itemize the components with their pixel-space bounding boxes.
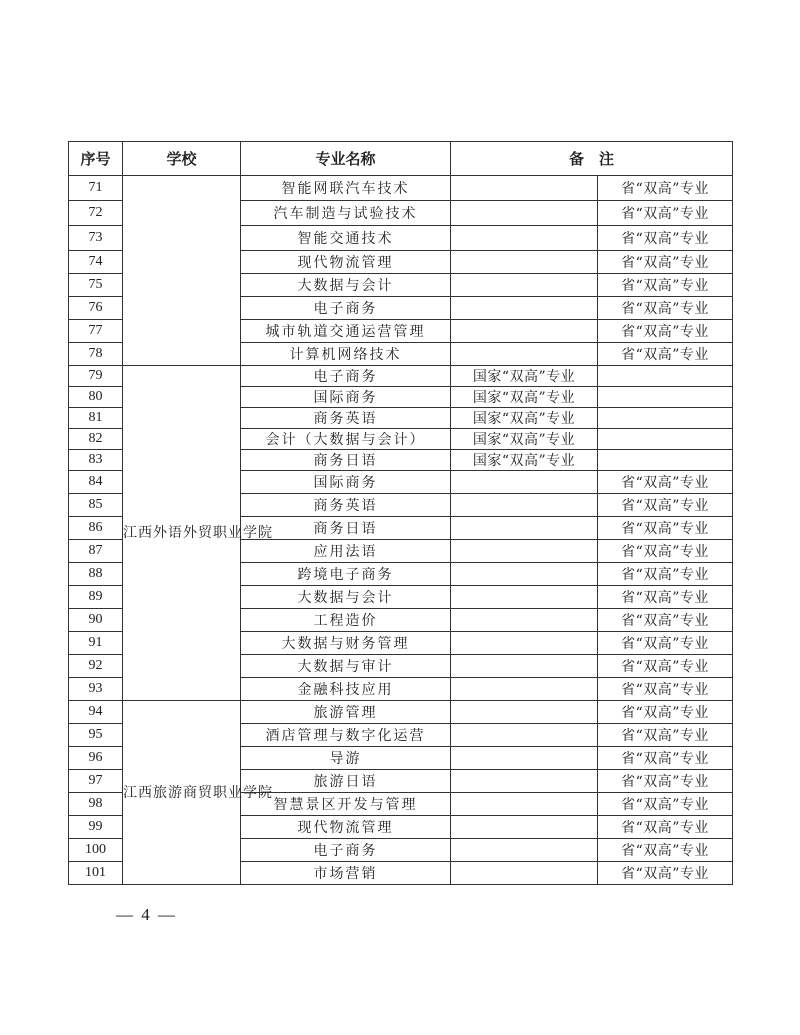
row-index: 73 [69, 226, 123, 251]
note-provincial: 省“双高”专业 [598, 586, 733, 609]
note-provincial: 省“双高”专业 [598, 251, 733, 274]
table-header-row [69, 142, 733, 176]
note-provincial [598, 429, 733, 450]
major-name: 智慧景区开发与管理 [241, 793, 451, 816]
row-index: 76 [69, 297, 123, 320]
row-index: 85 [69, 494, 123, 517]
note-provincial: 省“双高”专业 [598, 655, 733, 678]
note-provincial [598, 408, 733, 429]
row-index: 79 [69, 366, 123, 387]
major-name: 旅游日语 [241, 770, 451, 793]
major-name: 国际商务 [241, 471, 451, 494]
major-name: 旅游管理 [241, 701, 451, 724]
note-provincial: 省“双高”专业 [598, 226, 733, 251]
major-name: 商务日语 [241, 517, 451, 540]
major-name: 汽车制造与试验技术 [241, 201, 451, 226]
note-national [451, 632, 598, 655]
row-index: 99 [69, 816, 123, 839]
row-index: 77 [69, 320, 123, 343]
major-name: 大数据与会计 [241, 586, 451, 609]
major-name: 国际商务 [241, 387, 451, 408]
note-provincial: 省“双高”专业 [598, 816, 733, 839]
page-number: — 4 — [116, 905, 177, 924]
row-index: 87 [69, 540, 123, 563]
note-national [451, 494, 598, 517]
note-national [451, 540, 598, 563]
row-index: 83 [69, 450, 123, 471]
major-name: 酒店管理与数字化运营 [241, 724, 451, 747]
note-provincial: 省“双高”专业 [598, 176, 733, 201]
school-name: 江西外语外贸职业学院 [123, 366, 241, 701]
row-index: 84 [69, 471, 123, 494]
row-index: 95 [69, 724, 123, 747]
note-national [451, 747, 598, 770]
note-provincial: 省“双高”专业 [598, 632, 733, 655]
note-provincial: 省“双高”专业 [598, 839, 733, 862]
row-index: 74 [69, 251, 123, 274]
note-provincial: 省“双高”专业 [598, 274, 733, 297]
note-provincial [598, 450, 733, 471]
row-index: 71 [69, 176, 123, 201]
row-index: 97 [69, 770, 123, 793]
major-name: 智能交通技术 [241, 226, 451, 251]
row-index: 98 [69, 793, 123, 816]
major-name: 电子商务 [241, 366, 451, 387]
note-provincial: 省“双高”专业 [598, 517, 733, 540]
major-name: 电子商务 [241, 297, 451, 320]
note-national: 国家“双高”专业 [451, 387, 598, 408]
row-index: 86 [69, 517, 123, 540]
note-provincial: 省“双高”专业 [598, 747, 733, 770]
row-index: 88 [69, 563, 123, 586]
note-national [451, 517, 598, 540]
row-index: 91 [69, 632, 123, 655]
major-name: 商务日语 [241, 450, 451, 471]
header-idx: 序号 [69, 142, 123, 176]
major-name: 现代物流管理 [241, 251, 451, 274]
major-name: 导游 [241, 747, 451, 770]
note-national [451, 320, 598, 343]
note-provincial: 省“双高”专业 [598, 701, 733, 724]
note-national [451, 176, 598, 201]
note-provincial: 省“双高”专业 [598, 540, 733, 563]
major-name: 大数据与会计 [241, 274, 451, 297]
note-provincial: 省“双高”专业 [598, 563, 733, 586]
note-national [451, 471, 598, 494]
note-national [451, 586, 598, 609]
header-school: 学校 [123, 142, 241, 176]
major-name: 金融科技应用 [241, 678, 451, 701]
note-provincial [598, 387, 733, 408]
note-provincial: 省“双高”专业 [598, 320, 733, 343]
row-index: 93 [69, 678, 123, 701]
major-name: 智能网联汽车技术 [241, 176, 451, 201]
note-provincial: 省“双高”专业 [598, 471, 733, 494]
major-name: 会计（大数据与会计） [241, 429, 451, 450]
table-row [69, 176, 733, 201]
header-note: 备 注 [451, 142, 733, 176]
row-index: 100 [69, 839, 123, 862]
row-index: 78 [69, 343, 123, 366]
major-name: 商务英语 [241, 494, 451, 517]
row-index: 89 [69, 586, 123, 609]
note-national [451, 701, 598, 724]
note-national: 国家“双高”专业 [451, 366, 598, 387]
note-national [451, 201, 598, 226]
row-index: 72 [69, 201, 123, 226]
major-name: 大数据与财务管理 [241, 632, 451, 655]
row-index: 94 [69, 701, 123, 724]
major-name: 跨境电子商务 [241, 563, 451, 586]
note-provincial: 省“双高”专业 [598, 724, 733, 747]
major-name: 城市轨道交通运营管理 [241, 320, 451, 343]
note-national [451, 678, 598, 701]
note-provincial [598, 366, 733, 387]
note-provincial: 省“双高”专业 [598, 494, 733, 517]
table-row [69, 701, 733, 724]
major-name: 应用法语 [241, 540, 451, 563]
major-name: 工程造价 [241, 609, 451, 632]
note-national [451, 724, 598, 747]
row-index: 90 [69, 609, 123, 632]
major-name: 计算机网络技术 [241, 343, 451, 366]
majors-table [68, 141, 733, 885]
header-major: 专业名称 [241, 142, 451, 176]
note-national [451, 770, 598, 793]
major-name: 现代物流管理 [241, 816, 451, 839]
note-national [451, 816, 598, 839]
note-national: 国家“双高”专业 [451, 450, 598, 471]
row-index: 75 [69, 274, 123, 297]
note-national [451, 793, 598, 816]
note-national [451, 655, 598, 678]
row-index: 80 [69, 387, 123, 408]
note-provincial: 省“双高”专业 [598, 862, 733, 885]
note-provincial: 省“双高”专业 [598, 770, 733, 793]
note-national: 国家“双高”专业 [451, 429, 598, 450]
note-national [451, 251, 598, 274]
row-index: 92 [69, 655, 123, 678]
note-provincial: 省“双高”专业 [598, 678, 733, 701]
note-national [451, 839, 598, 862]
major-name: 电子商务 [241, 839, 451, 862]
note-provincial: 省“双高”专业 [598, 297, 733, 320]
school-name [123, 176, 241, 366]
note-provincial: 省“双高”专业 [598, 343, 733, 366]
note-national [451, 862, 598, 885]
note-national [451, 563, 598, 586]
major-name: 大数据与审计 [241, 655, 451, 678]
note-national [451, 226, 598, 251]
major-name: 市场营销 [241, 862, 451, 885]
note-national [451, 343, 598, 366]
note-national: 国家“双高”专业 [451, 408, 598, 429]
note-national [451, 274, 598, 297]
row-index: 82 [69, 429, 123, 450]
row-index: 101 [69, 862, 123, 885]
row-index: 81 [69, 408, 123, 429]
note-provincial: 省“双高”专业 [598, 609, 733, 632]
major-name: 商务英语 [241, 408, 451, 429]
note-provincial: 省“双高”专业 [598, 201, 733, 226]
note-national [451, 609, 598, 632]
note-provincial: 省“双高”专业 [598, 793, 733, 816]
school-name: 江西旅游商贸职业学院 [123, 701, 241, 885]
row-index: 96 [69, 747, 123, 770]
table-row [69, 366, 733, 387]
note-national [451, 297, 598, 320]
